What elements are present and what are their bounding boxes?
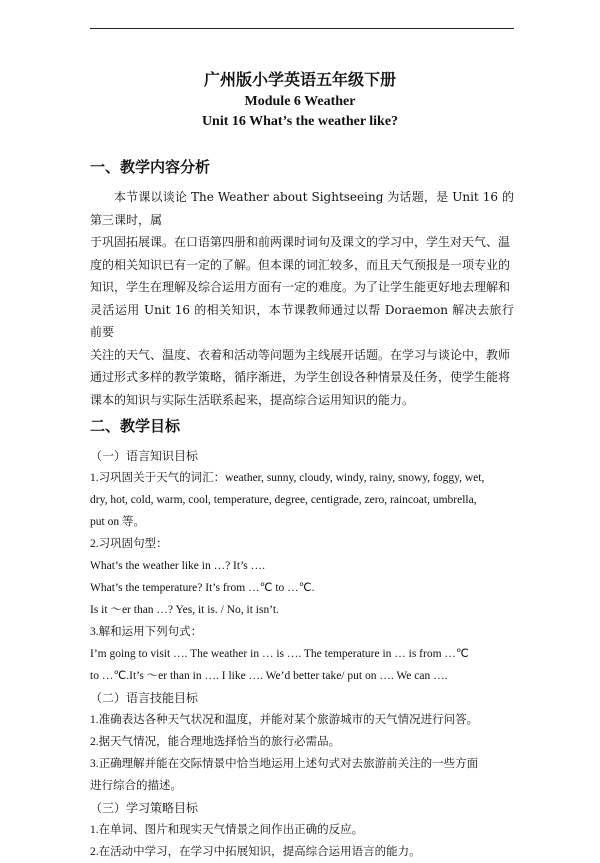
goal-line: 3.正确理解并能在交际情景中恰当地运用上述句式对去旅游前关注的一些方面	[90, 758, 479, 770]
subheading-language-knowledge: （一）语言知识目标	[90, 449, 199, 463]
paragraph-line: 关注的天气、温度、衣着和活动等问题为主线展开话题。在学习与谈论中，教师	[90, 347, 511, 362]
module-title: Module 6 Weather	[244, 94, 356, 109]
document-body	[90, 156, 514, 863]
paragraph-line: 课本的知识与实际生活联系起来，提高综合运用知识的能力。	[90, 392, 415, 407]
goal-line: 1.准确表达各种天气状况和温度，并能对某个旅游城市的天气情况进行问答。	[90, 714, 479, 726]
sentence-pattern: Is it ～er than …? Yes, it is. / No, it isn’t.	[90, 604, 279, 616]
goal-line: put on 等。	[90, 516, 145, 528]
title-block	[0, 68, 600, 132]
sentence-pattern: What’s the temperature? It’s from …℃ to …℃.	[90, 582, 315, 594]
content-analysis-paragraph	[90, 186, 514, 411]
unit-title: Unit 16 What’s the weather like?	[201, 114, 399, 129]
subheading-learning-strategy: （三）学习策略目标	[90, 801, 199, 815]
goal-line: 2.在活动中学习，在学习中拓展知识，提高综合运用语言的能力。	[90, 846, 421, 858]
goal-line: 1.在单词、图片和现实天气情景之间作出正确的反应。	[90, 824, 364, 836]
sentence-pattern: I’m going to visit …. The weather in … is …. The temperature in … is from …℃	[90, 648, 469, 660]
goal-line: 2.据天气情况，能合理地选择恰当的旅行必需品。	[90, 736, 341, 748]
subheading-language-skills: （二）语言技能目标	[90, 691, 199, 705]
paragraph-line: 通过形式多样的教学策略，循序渐进，为学生创设各种情景及任务，使学生能将	[90, 370, 511, 384]
paragraph-line: 本节课以谈论 The Weather about Sightseeing 为话题，是 Unit 16 的第三课时，属	[90, 190, 514, 227]
goal-line: 1.习巩固关于天气的词汇：weather, sunny, cloudy, windy, rainy, snowy, foggy, wet,	[90, 472, 485, 484]
paragraph-line: 灵活运用 Unit 16 的相关知识，本节课教师通过以帮 Doraemon 解决去旅行前要	[90, 302, 514, 339]
teaching-goals-list	[90, 445, 514, 863]
sentence-pattern: What’s the weather like in …? It’s ….	[90, 560, 266, 572]
sentence-pattern: to …℃.It’s ～er than in …. I like …. We’d better take/ put on …. We can ….	[90, 670, 448, 682]
section-heading-content-analysis: 一、教学内容分析	[90, 158, 211, 176]
goal-line: dry, hot, cold, warm, cool, temperature, degree, centigrade, zero, raincoat, umbrella,	[90, 494, 477, 506]
document-title: 广州版小学英语五年级下册	[203, 70, 396, 89]
paragraph-line: 度的相关知识已有一定的了解。但本课的词汇较多，而且天气预报是一项专业的	[90, 257, 511, 272]
section-heading-teaching-goals: 二、教学目标	[90, 417, 181, 435]
header-rule	[90, 28, 514, 29]
paragraph-line: 于巩固拓展课。在口语第四册和前两课时词句及课文的学习中，学生对天气、温	[90, 235, 511, 249]
paragraph-line: 知识，学生在理解及综合运用方面有一定的难度。为了让学生能更好地去理解和	[90, 280, 511, 294]
goal-line: 3.解和运用下列句式：	[90, 626, 203, 638]
goal-line: 进行综合的描述。	[90, 780, 182, 792]
goal-line: 2.习巩固句型：	[90, 538, 168, 550]
